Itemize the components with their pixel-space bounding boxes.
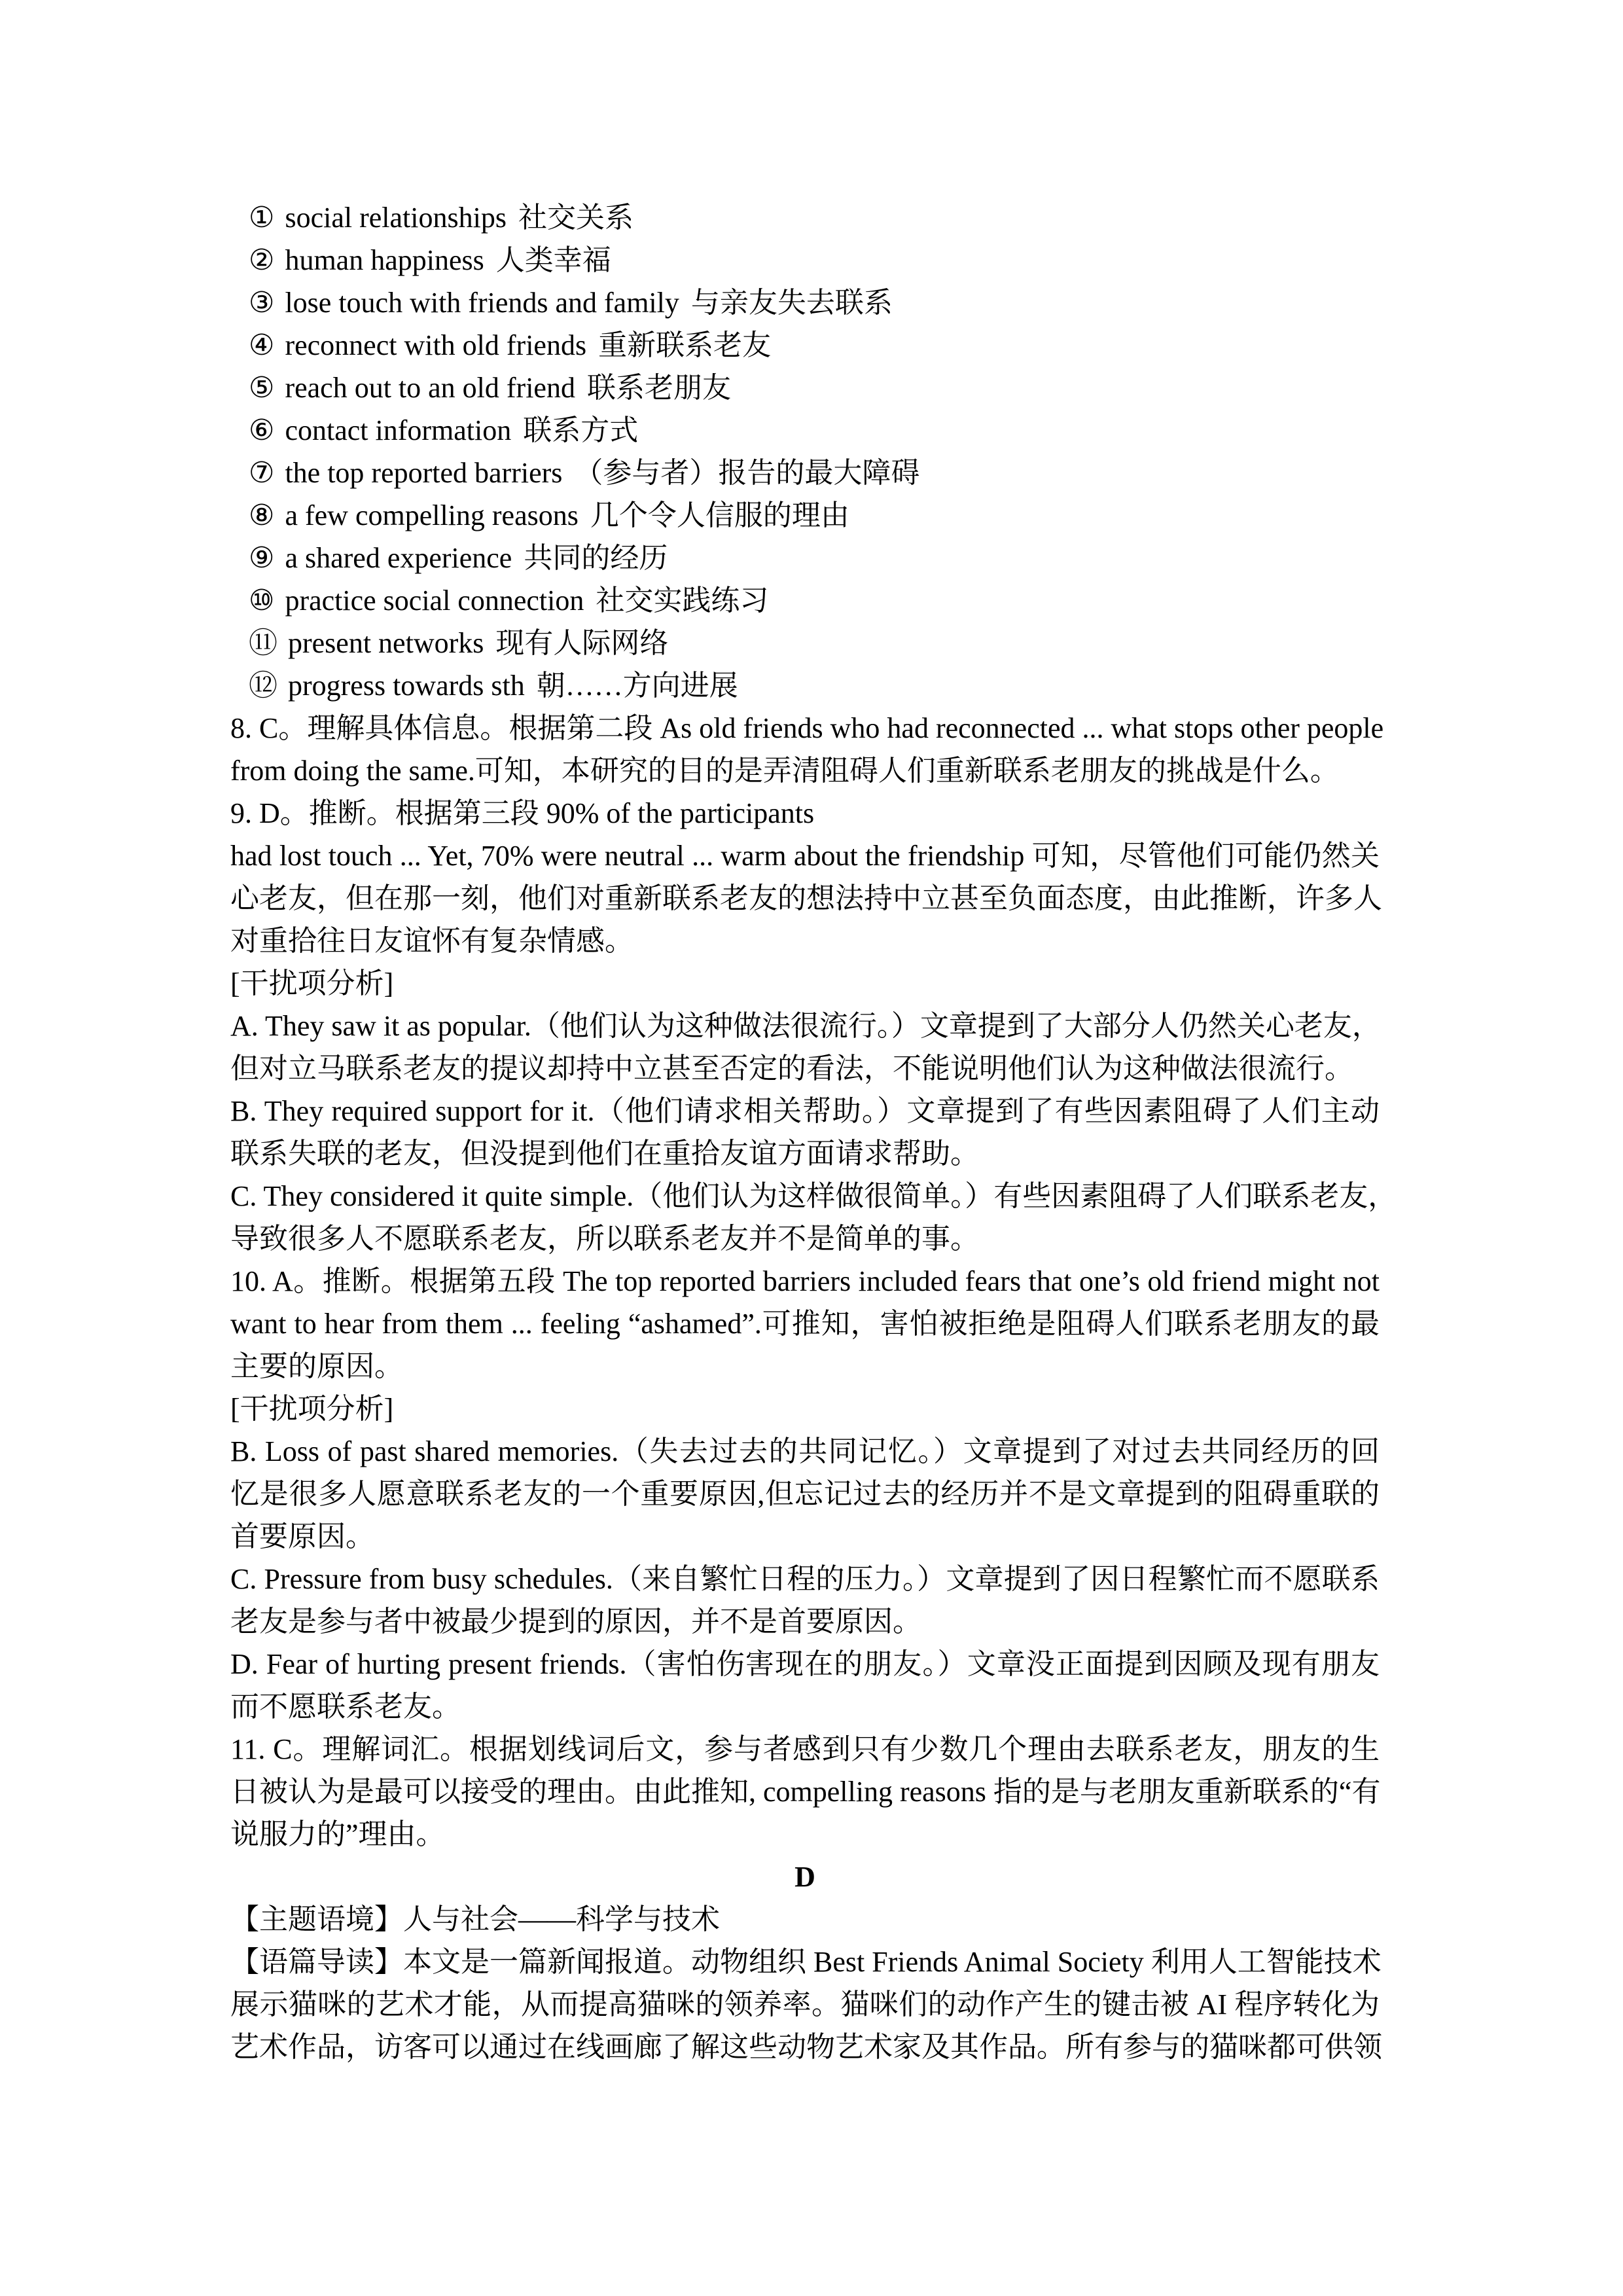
analysis-line: 说服力的”理由。 <box>230 1818 445 1850</box>
passage-intro-line: 展示猫咪的艺术才能，从而提高猫咪的领养率。猫咪们的动作产生的键击被 AI 程序转化为 <box>230 1988 1380 2020</box>
phrase-number: ⑪ <box>249 627 277 659</box>
analysis-line: 主要的原因。 <box>230 1350 403 1382</box>
page-content <box>230 196 1397 2068</box>
phrase-item <box>230 494 1380 537</box>
phrase-english: progress towards sth <box>288 670 525 702</box>
analysis-line: 10. A。推断。根据第五段 The top reported barriers included fears that one’s old friend might not <box>230 1265 1380 1297</box>
analysis-line: 首要原因。 <box>230 1520 374 1552</box>
phrase-english: a few compelling reasons <box>285 499 579 531</box>
phrase-number: ⑩ <box>249 584 275 617</box>
phrase-item <box>230 367 1380 409</box>
phrase-number: ① <box>249 202 275 234</box>
phrase-number: ⑫ <box>249 670 277 702</box>
passage-intro-line: 【语篇导读】本文是一篇新闻报道。动物组织 Best Friends Animal Society 利用人工智能技术 <box>230 1946 1382 1978</box>
analysis-line: from doing the same.可知，本研究的目的是弄清阻碍人们重新联系老朋友的挑战是什么。 <box>230 755 1339 787</box>
phrase-english: social relationships <box>285 202 507 234</box>
phrase-number: ② <box>249 244 275 276</box>
phrase-english: present networks <box>288 627 484 659</box>
analysis-line: A. They saw it as popular.（他们认为这种做法很流行。）文章提到了大部分人仍然关心老友， <box>230 1010 1381 1042</box>
phrase-chinese: 联系老朋友 <box>586 372 731 404</box>
phrase-number: ⑥ <box>249 414 275 446</box>
phrase-item <box>230 537 1380 579</box>
analysis-line: 心老友，但在那一刻，他们对重新联系老友的想法持中立甚至负面态度，由此推断，许多人 <box>230 882 1382 914</box>
analysis-line: 导致很多人不愿联系老友，所以联系老友并不是简单的事。 <box>230 1223 979 1255</box>
phrase-english: contact information <box>285 414 512 446</box>
phrase-item <box>230 622 1380 664</box>
analysis-line: C. Pressure from busy schedules.（来自繁忙日程的压力。）文章提到了因日程繁忙而不愿联系 <box>230 1563 1380 1595</box>
phrase-item <box>230 409 1380 452</box>
phrase-english: reconnect with old friends <box>285 329 587 361</box>
phrase-chinese: 几个令人信服的理由 <box>590 499 849 531</box>
phrase-english: practice social connection <box>285 584 584 617</box>
phrase-item <box>230 579 1380 622</box>
analysis-line: 老友是参与者中被最少提到的原因，并不是首要原因。 <box>230 1605 921 1638</box>
phrase-english: reach out to an old friend <box>285 372 575 404</box>
phrase-chinese: （参与者）报告的最大障碍 <box>574 457 920 489</box>
phrase-chinese: 人类幸福 <box>495 244 611 276</box>
phrase-number: ⑦ <box>249 457 275 489</box>
analysis-line: 但对立马联系老友的提议却持中立甚至否定的看法，不能说明他们认为这种做法很流行。 <box>230 1052 1353 1085</box>
phrase-item <box>230 452 1380 494</box>
analysis-line: B. They required support for it.（他们请求相关帮助。）文章提到了有些因素阻碍了人们主动 <box>230 1095 1380 1127</box>
analysis-line: 8. C。理解具体信息。根据第二段 As old friends who had reconnected ... what stops other people <box>230 712 1384 744</box>
analysis-line: 9. D。推断。根据第三段 90% of the participants <box>230 797 815 829</box>
phrase-chinese: 共同的经历 <box>524 542 668 574</box>
analysis-line: 11. C。理解词汇。根据划线词后文，参与者感到只有少数几个理由去联系老友，朋友的生 <box>230 1733 1380 1765</box>
phrase-item <box>230 196 1380 239</box>
analysis-line: had lost touch ... Yet, 70% were neutral ... warm about the friendship 可知，尽管他们可能仍然关 <box>230 840 1380 872</box>
distractor-analysis-label: [干扰项分析] <box>230 967 394 999</box>
analysis-line: B. Loss of past shared memories.（失去过去的共同记忆。）文章提到了对过去共同经历的回 <box>230 1435 1380 1467</box>
analysis-line: want to hear from them ... feeling “ashamed”.可推知，害怕被拒绝是阻碍人们联系老朋友的最 <box>230 1308 1380 1340</box>
phrase-number: ⑨ <box>249 542 275 574</box>
phrase-number: ④ <box>249 329 275 361</box>
analysis-line: C. They considered it quite simple.（他们认为这样做很简单。）有些因素阻碍了人们联系老友， <box>230 1180 1397 1212</box>
phrase-english: a shared experience <box>285 542 512 574</box>
phrase-chinese: 朝……方向进展 <box>536 670 738 702</box>
distractor-analysis-label: [干扰项分析] <box>230 1393 394 1425</box>
phrase-chinese: 社交实践练习 <box>596 584 769 617</box>
phrase-item <box>230 324 1380 367</box>
phrase-english: lose touch with friends and family <box>285 287 679 319</box>
phrase-chinese: 联系方式 <box>523 414 639 446</box>
phrase-chinese: 社交关系 <box>518 202 633 234</box>
phrase-chinese: 重新联系老友 <box>598 329 772 361</box>
analysis-line: D. Fear of hurting present friends.（害怕伤害现在的朋友。）文章没正面提到因顾及现有朋友 <box>230 1648 1380 1680</box>
section-heading: D <box>794 1861 815 1893</box>
phrase-english: human happiness <box>285 244 484 276</box>
phrase-number: ⑤ <box>249 372 275 404</box>
phrase-number: ③ <box>249 287 275 319</box>
phrase-chinese: 现有人际网络 <box>495 627 669 659</box>
phrase-number: ⑧ <box>249 499 275 531</box>
phrase-item <box>230 664 1380 707</box>
passage-intro-line: 艺术作品，访客可以通过在线画廊了解这些动物艺术家及其作品。所有参与的猫咪都可供领 <box>230 2031 1382 2063</box>
phrase-chinese: 与亲友失去联系 <box>690 287 893 319</box>
analysis-line: 对重拾往日友谊怀有复杂情感。 <box>230 925 633 957</box>
phrase-item <box>230 239 1380 281</box>
analysis-line: 忆是很多人愿意联系老友的一个重要原因,但忘记过去的经历并不是文章提到的阻碍重联的 <box>230 1478 1380 1510</box>
phrase-item <box>230 281 1380 324</box>
analysis-line: 日被认为是最可以接受的理由。由此推知, compelling reasons 指的是与老朋友重新联系的“有 <box>230 1776 1381 1808</box>
analysis-line: 而不愿联系老友。 <box>230 1691 461 1723</box>
phrase-english: the top reported barriers <box>285 457 563 489</box>
theme-context-line: 【主题语境】人与社会——科学与技术 <box>230 1903 720 1935</box>
analysis-line: 联系失联的老友，但没提到他们在重拾友谊方面请求帮助。 <box>230 1138 979 1170</box>
